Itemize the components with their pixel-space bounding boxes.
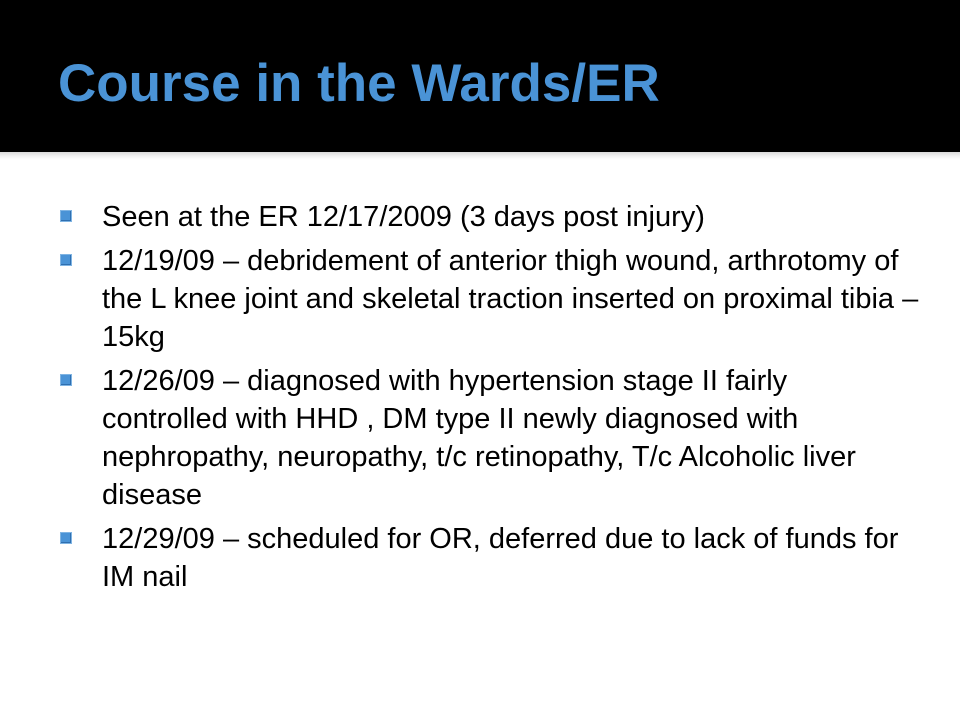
title-bar (0, 0, 960, 152)
bullet-text: Seen at the ER 12/17/2009 (3 days post injury) (102, 201, 705, 233)
bullet-item (60, 520, 920, 596)
slide-title: Course in the Wards/ER (58, 54, 660, 113)
square-bullet-icon (60, 374, 72, 386)
bullet-text: 12/26/09 – diagnosed with hypertension stage II fairly controlled with HHD , DM type II newly diagnosed with nephropathy, neuropathy, t/c retinopathy, T/c Alcoholic liver disease (102, 365, 856, 511)
title-divider (0, 152, 960, 160)
square-bullet-icon (60, 210, 72, 222)
square-bullet-icon (60, 532, 72, 544)
bullet-list (60, 198, 920, 602)
bullet-item (60, 198, 920, 236)
bullet-item (60, 362, 920, 514)
bullet-text: 12/19/09 – debridement of anterior thigh wound, arthrotomy of the L knee joint and skeletal traction inserted on proximal tibia – 15kg (102, 245, 919, 353)
square-bullet-icon (60, 254, 72, 266)
bullet-text: 12/29/09 – scheduled for OR, deferred due to lack of funds for IM nail (102, 523, 899, 593)
bullet-item (60, 242, 920, 356)
